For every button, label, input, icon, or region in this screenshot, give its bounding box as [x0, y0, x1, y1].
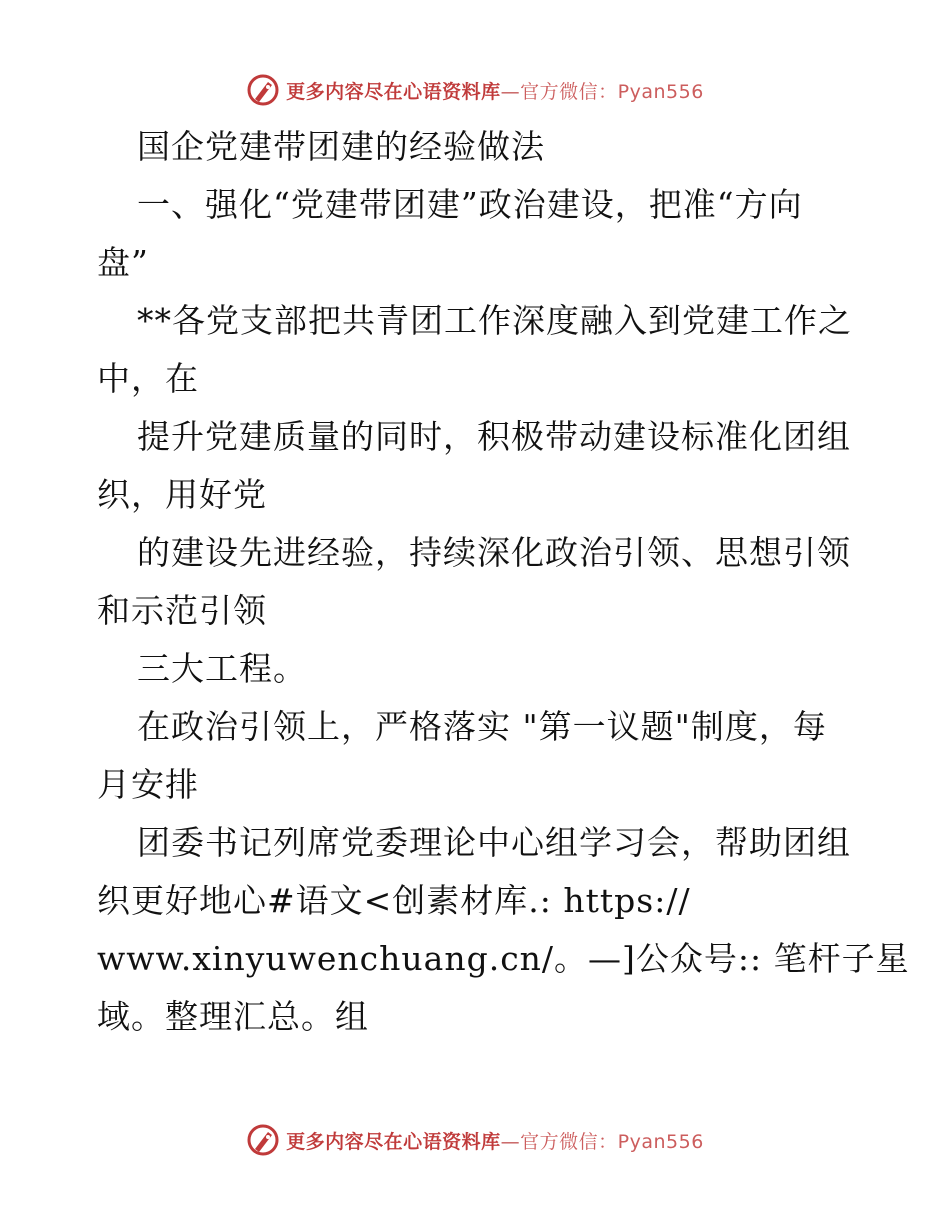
watermark-contact: 官方微信：Pyan556: [520, 80, 704, 103]
text-line: 和示范引领: [97, 591, 267, 630]
text-line: 团委书记列席党委理论中心组学习会，帮助团组: [137, 823, 851, 862]
text-line: 盘”: [97, 243, 149, 282]
pen-logo-icon: [246, 1123, 280, 1157]
watermark-text: [286, 1127, 704, 1154]
text-line: 提升党建质量的同时，积极带动建设标准化团组: [137, 417, 851, 456]
text-line: 一、强化“党建带团建”政治建设，把准“方向: [137, 185, 803, 224]
text-line: 在政治引领上，严格落实 "第一议题"制度，每: [137, 707, 827, 746]
text-line: **各党支部把共青团工作深度融入到党建工作之: [137, 301, 852, 340]
text-line: 三大工程。: [137, 649, 307, 688]
watermark-contact: 官方微信：Pyan556: [520, 1130, 704, 1153]
text-line: 的建设先进经验，持续深化政治引领、思想引领: [137, 533, 851, 572]
document-title: 国企党建带团建的经验做法: [137, 127, 545, 166]
footer-watermark: [0, 1120, 950, 1160]
watermark-main: 更多内容尽在心语资料库: [286, 80, 501, 103]
text-line: 中，在: [97, 359, 199, 398]
document-body: [97, 118, 910, 1046]
text-line: www.xinyuwenchuang.cn/。—]公众号:: 笔杆子星: [97, 939, 910, 978]
text-line: 织更好地心#语文<创素材库.: https://: [97, 881, 691, 920]
text-line: 域。整理汇总。组: [97, 997, 369, 1036]
text-line: 织，用好党: [97, 475, 267, 514]
watermark-text: [286, 77, 704, 104]
text-line: 月安排: [97, 765, 199, 804]
pen-logo-icon: [246, 73, 280, 107]
watermark-main: 更多内容尽在心语资料库: [286, 1130, 501, 1153]
header-watermark: [0, 70, 950, 110]
watermark-separator: —: [500, 1130, 521, 1153]
watermark-separator: —: [500, 80, 521, 103]
